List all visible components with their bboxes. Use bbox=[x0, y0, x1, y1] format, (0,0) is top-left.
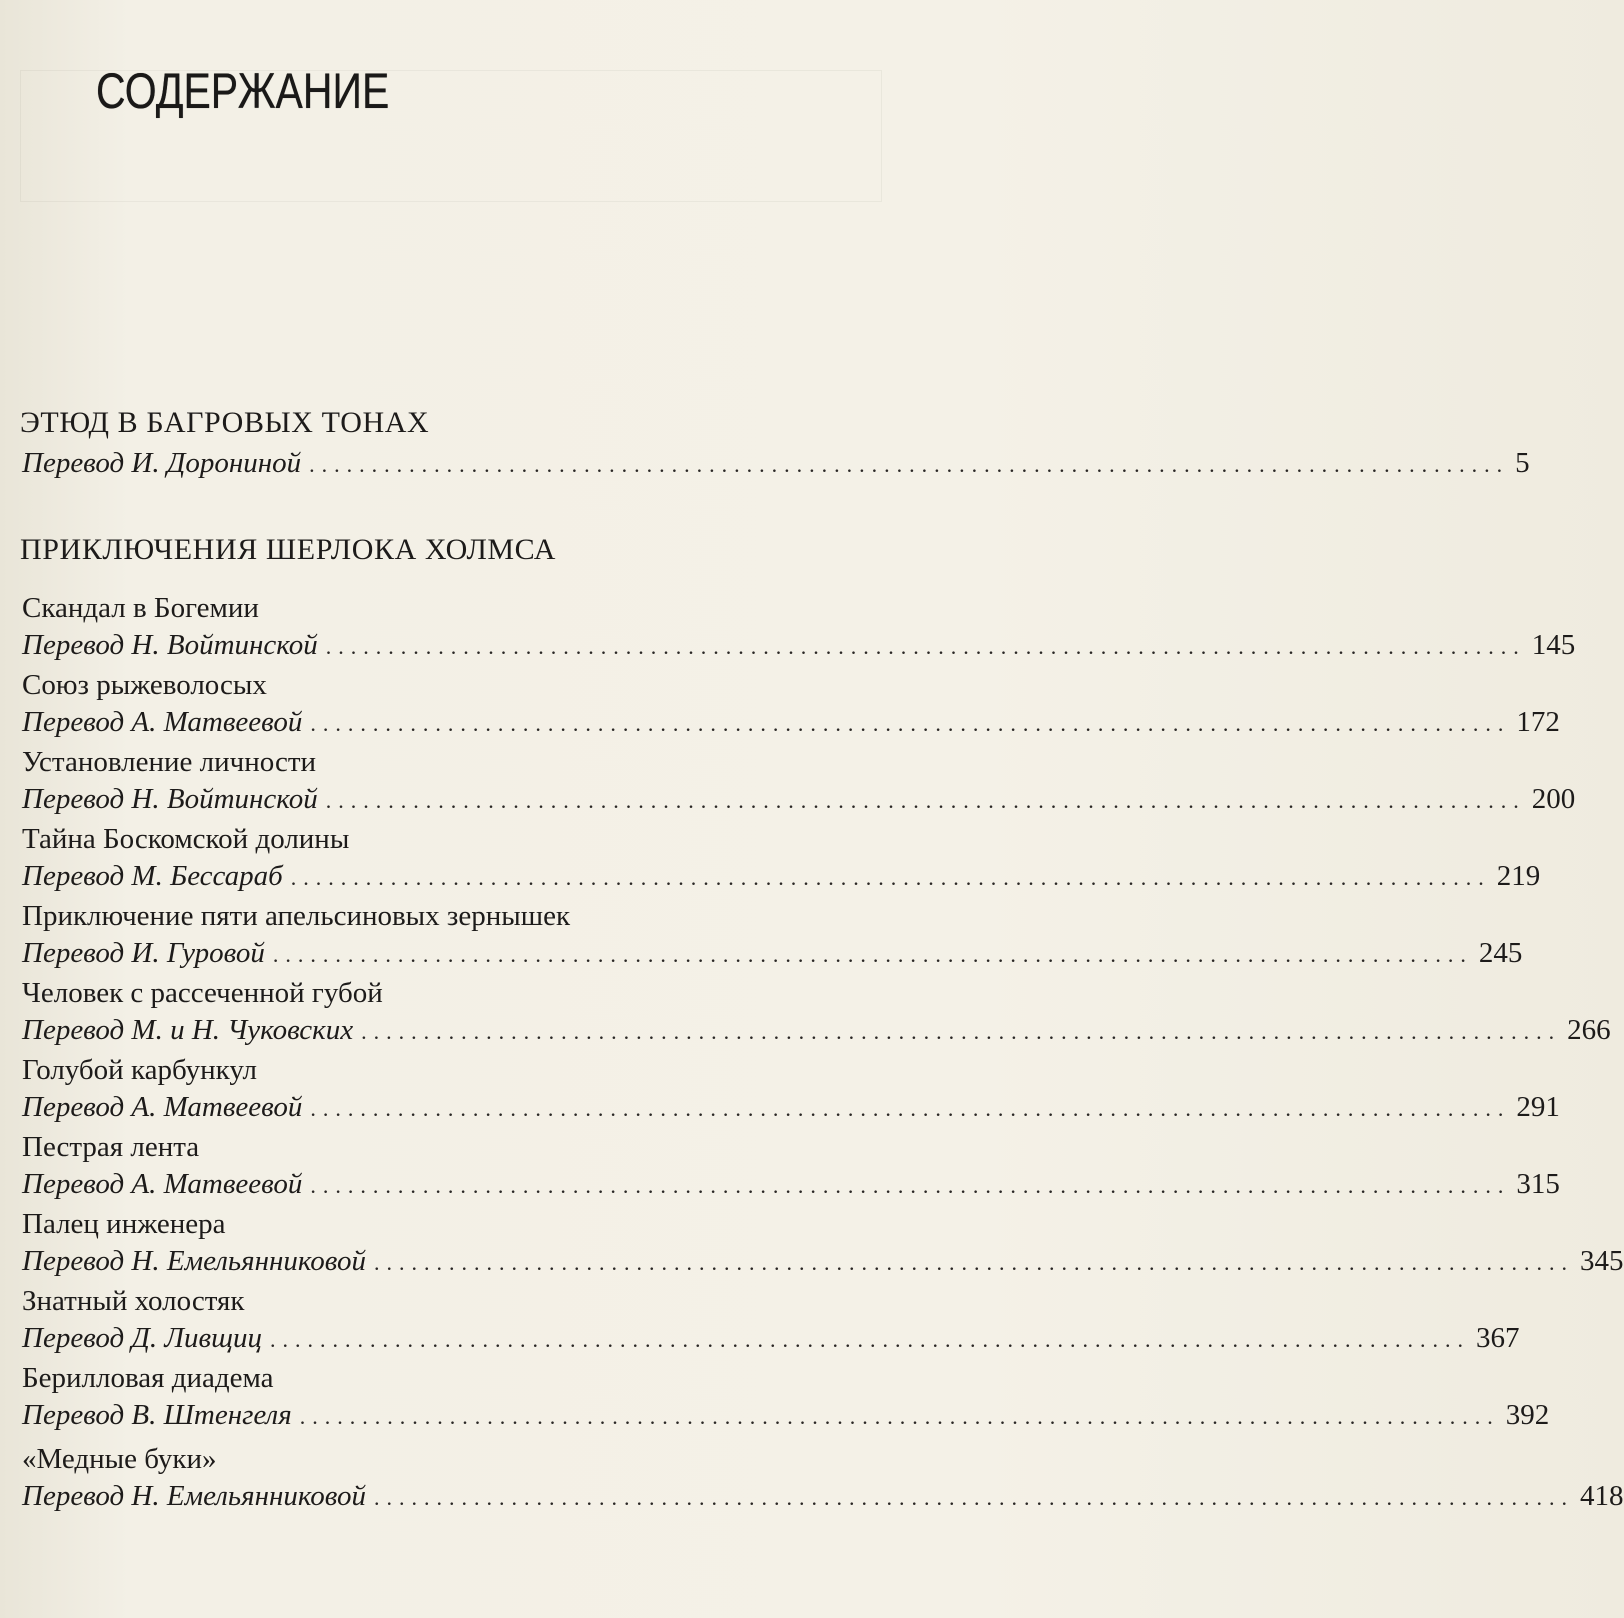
story-title: Берилловая диадема bbox=[22, 1362, 274, 1394]
translator: Перевод И. Гуровой bbox=[22, 937, 265, 969]
leader-dots: ................................................................................................ bbox=[299, 1404, 1500, 1429]
toc-line bbox=[22, 626, 1576, 664]
story-title: Человек с рассеченной губой bbox=[22, 977, 383, 1009]
page-number: 145 bbox=[1531, 629, 1576, 661]
page-number: 345 bbox=[1580, 1245, 1624, 1277]
page-number: 392 bbox=[1505, 1399, 1550, 1431]
toc-entry[interactable] bbox=[22, 667, 1560, 741]
leader-dots: ................................................................................................ bbox=[374, 1250, 1575, 1275]
translator: Перевод А. Матвеевой bbox=[22, 706, 303, 738]
page-number: 418 bbox=[1580, 1480, 1624, 1512]
page-number: 266 bbox=[1567, 1014, 1611, 1046]
toc-entry[interactable] bbox=[22, 975, 1611, 1049]
story-title: Союз рыжеволосых bbox=[22, 669, 267, 701]
toc-line bbox=[22, 1011, 1611, 1049]
story-title: Установление личности bbox=[22, 746, 317, 778]
page-number: 291 bbox=[1516, 1091, 1560, 1123]
page-number: 172 bbox=[1516, 706, 1560, 738]
toc-entry[interactable] bbox=[22, 898, 1523, 972]
toc-line bbox=[22, 444, 1530, 482]
leader-dots: ................................................................................................ bbox=[270, 1327, 1471, 1352]
page-number: 5 bbox=[1515, 447, 1530, 479]
section-title: ПРИКЛЮЧЕНИЯ ШЕРЛОКА ХОЛМСА bbox=[20, 533, 557, 566]
toc-line bbox=[22, 780, 1576, 818]
leader-dots: ................................................................................................ bbox=[325, 788, 1526, 813]
toc-line bbox=[22, 1319, 1520, 1357]
toc-entry[interactable] bbox=[22, 1052, 1560, 1126]
page-number: 219 bbox=[1496, 860, 1541, 892]
translator: Перевод А. Матвеевой bbox=[22, 1091, 303, 1123]
toc-entry[interactable] bbox=[22, 1129, 1560, 1203]
toc-line bbox=[22, 1242, 1624, 1280]
leader-dots: ................................................................................................ bbox=[309, 452, 1510, 477]
leader-dots: ................................................................................................ bbox=[361, 1019, 1562, 1044]
page-title: СОДЕРЖАНИЕ bbox=[96, 63, 390, 119]
translator: Перевод Н. Емельянниковой bbox=[22, 1245, 367, 1277]
translator: Перевод М. Бессараб bbox=[22, 860, 283, 892]
toc-entry[interactable] bbox=[22, 821, 1541, 895]
toc-line bbox=[22, 1396, 1550, 1434]
story-title: Голубой карбункул bbox=[22, 1054, 258, 1086]
story-title: Скандал в Богемии bbox=[22, 592, 259, 624]
toc-line bbox=[22, 1477, 1624, 1515]
toc-entry[interactable] bbox=[22, 590, 1576, 664]
toc-line bbox=[22, 1165, 1560, 1203]
story-title: Тайна Боскомской долины bbox=[22, 823, 350, 855]
story-title: Знатный холостяк bbox=[22, 1285, 245, 1317]
story-title: Палец инженера bbox=[22, 1208, 226, 1240]
toc-entry[interactable] bbox=[22, 1441, 1624, 1515]
translator: Перевод М. и Н. Чуковских bbox=[22, 1014, 354, 1046]
translator: Перевод Н. Войтинской bbox=[22, 629, 318, 661]
leader-dots: ................................................................................................ bbox=[374, 1485, 1575, 1510]
page-number: 245 bbox=[1478, 937, 1523, 969]
translator: Перевод И. Дорониной bbox=[22, 447, 302, 479]
translator: Перевод В. Штенгеля bbox=[22, 1399, 292, 1431]
toc-entry[interactable] bbox=[22, 444, 1530, 482]
translator: Перевод Н. Емельянниковой bbox=[22, 1480, 367, 1512]
page-number: 367 bbox=[1476, 1322, 1520, 1354]
leader-dots: ................................................................................................ bbox=[310, 711, 1511, 736]
page-number: 200 bbox=[1531, 783, 1576, 815]
translator: Перевод Н. Войтинской bbox=[22, 783, 318, 815]
leader-dots: ................................................................................................ bbox=[272, 942, 1473, 967]
story-title: Приключение пяти апельсиновых зернышек bbox=[22, 900, 571, 932]
leader-dots: ................................................................................................ bbox=[310, 1173, 1511, 1198]
page-number: 315 bbox=[1516, 1168, 1560, 1200]
story-title: Пестрая лента bbox=[22, 1131, 200, 1163]
leader-dots: ................................................................................................ bbox=[325, 634, 1526, 659]
section-title: ЭТЮД В БАГРОВЫХ ТОНАХ bbox=[20, 406, 430, 439]
toc-entry[interactable] bbox=[22, 1206, 1624, 1280]
translator: Перевод Д. Ливщиц bbox=[22, 1322, 263, 1354]
toc-entry[interactable] bbox=[22, 1283, 1520, 1357]
toc-entry[interactable] bbox=[22, 1360, 1550, 1434]
toc-line bbox=[22, 703, 1560, 741]
toc-line bbox=[22, 1088, 1560, 1126]
translator: Перевод А. Матвеевой bbox=[22, 1168, 303, 1200]
leader-dots: ................................................................................................ bbox=[310, 1096, 1511, 1121]
toc-entry[interactable] bbox=[22, 744, 1576, 818]
toc-line bbox=[22, 857, 1541, 895]
story-title: «Медные буки» bbox=[22, 1443, 217, 1475]
leader-dots: ................................................................................................ bbox=[290, 865, 1491, 890]
toc-line bbox=[22, 934, 1523, 972]
